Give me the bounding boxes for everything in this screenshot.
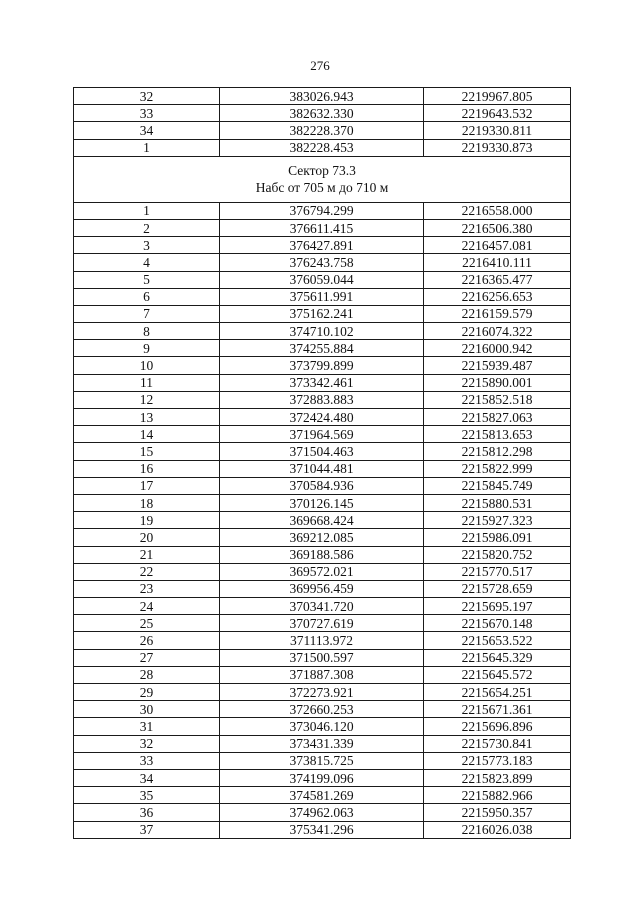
y-coordinate-cell: 2215696.896 — [424, 718, 571, 735]
y-coordinate-cell: 2215728.659 — [424, 580, 571, 597]
x-coordinate-cell: 374199.096 — [220, 769, 424, 786]
x-coordinate-cell: 369956.459 — [220, 580, 424, 597]
point-number-cell: 19 — [74, 512, 220, 529]
table-row — [74, 340, 571, 357]
table-row — [74, 632, 571, 649]
y-coordinate-cell: 2216074.322 — [424, 323, 571, 340]
y-coordinate-cell: 2215653.522 — [424, 632, 571, 649]
y-coordinate-cell: 2216457.081 — [424, 237, 571, 254]
table-row — [74, 105, 571, 122]
sector-header-section — [74, 156, 571, 202]
y-coordinate-cell: 2215645.329 — [424, 649, 571, 666]
x-coordinate-cell: 372273.921 — [220, 684, 424, 701]
x-coordinate-cell: 373342.461 — [220, 374, 424, 391]
point-number-cell: 34 — [74, 769, 220, 786]
table-row — [74, 494, 571, 511]
y-coordinate-cell: 2215827.063 — [424, 409, 571, 426]
y-coordinate-cell: 2215823.899 — [424, 769, 571, 786]
table-row — [74, 769, 571, 786]
y-coordinate-cell: 2215950.357 — [424, 804, 571, 821]
y-coordinate-cell: 2219330.873 — [424, 139, 571, 156]
point-number-cell: 8 — [74, 323, 220, 340]
point-number-cell: 11 — [74, 374, 220, 391]
x-coordinate-cell: 371113.972 — [220, 632, 424, 649]
coordinates-table — [73, 87, 571, 839]
point-number-cell: 28 — [74, 666, 220, 683]
point-number-cell: 14 — [74, 426, 220, 443]
table-row — [74, 374, 571, 391]
point-number-cell: 5 — [74, 271, 220, 288]
table-row — [74, 684, 571, 701]
table-row — [74, 122, 571, 139]
y-coordinate-cell: 2216506.380 — [424, 219, 571, 236]
y-coordinate-cell: 2215852.518 — [424, 391, 571, 408]
table-row — [74, 139, 571, 156]
y-coordinate-cell: 2215670.148 — [424, 615, 571, 632]
y-coordinate-cell: 2216558.000 — [424, 202, 571, 219]
table-row — [74, 219, 571, 236]
y-coordinate-cell: 2216410.111 — [424, 254, 571, 271]
table-row — [74, 752, 571, 769]
x-coordinate-cell: 370341.720 — [220, 598, 424, 615]
x-coordinate-cell: 369212.085 — [220, 529, 424, 546]
x-coordinate-cell: 375611.991 — [220, 288, 424, 305]
table-row — [74, 580, 571, 597]
point-number-cell: 26 — [74, 632, 220, 649]
y-coordinate-cell: 2215645.572 — [424, 666, 571, 683]
point-number-cell: 29 — [74, 684, 220, 701]
table-row — [74, 804, 571, 821]
y-coordinate-cell: 2219643.532 — [424, 105, 571, 122]
point-number-cell: 18 — [74, 494, 220, 511]
x-coordinate-cell: 375341.296 — [220, 821, 424, 838]
y-coordinate-cell: 2215730.841 — [424, 735, 571, 752]
table-row — [74, 443, 571, 460]
sector-rows-section — [74, 202, 571, 838]
table-row — [74, 477, 571, 494]
x-coordinate-cell: 371504.463 — [220, 443, 424, 460]
point-number-cell: 23 — [74, 580, 220, 597]
y-coordinate-cell: 2216365.477 — [424, 271, 571, 288]
y-coordinate-cell: 2215986.091 — [424, 529, 571, 546]
table-row — [74, 323, 571, 340]
table-row — [74, 254, 571, 271]
sector-subtitle: Набс от 705 м до 710 м — [255, 180, 389, 196]
y-coordinate-cell: 2215773.183 — [424, 752, 571, 769]
point-number-cell: 32 — [74, 88, 220, 105]
table-row — [74, 426, 571, 443]
sector-header-row — [74, 156, 571, 202]
y-coordinate-cell: 2216256.653 — [424, 288, 571, 305]
point-number-cell: 2 — [74, 219, 220, 236]
x-coordinate-cell: 372883.883 — [220, 391, 424, 408]
y-coordinate-cell: 2215822.999 — [424, 460, 571, 477]
x-coordinate-cell: 373815.725 — [220, 752, 424, 769]
x-coordinate-cell: 370584.936 — [220, 477, 424, 494]
y-coordinate-cell: 2215939.487 — [424, 357, 571, 374]
point-number-cell: 31 — [74, 718, 220, 735]
x-coordinate-cell: 370126.145 — [220, 494, 424, 511]
table-row — [74, 237, 571, 254]
point-number-cell: 24 — [74, 598, 220, 615]
table-row — [74, 88, 571, 105]
x-coordinate-cell: 376243.758 — [220, 254, 424, 271]
table-row — [74, 563, 571, 580]
y-coordinate-cell: 2216159.579 — [424, 305, 571, 322]
point-number-cell: 10 — [74, 357, 220, 374]
table-row — [74, 409, 571, 426]
y-coordinate-cell: 2215880.531 — [424, 494, 571, 511]
x-coordinate-cell: 371887.308 — [220, 666, 424, 683]
x-coordinate-cell: 376059.044 — [220, 271, 424, 288]
table-row — [74, 512, 571, 529]
point-number-cell: 21 — [74, 546, 220, 563]
x-coordinate-cell: 371500.597 — [220, 649, 424, 666]
page-number: 276 — [310, 58, 330, 73]
point-number-cell: 16 — [74, 460, 220, 477]
x-coordinate-cell: 375162.241 — [220, 305, 424, 322]
x-coordinate-cell: 369188.586 — [220, 546, 424, 563]
table-row — [74, 615, 571, 632]
x-coordinate-cell: 370727.619 — [220, 615, 424, 632]
x-coordinate-cell: 376794.299 — [220, 202, 424, 219]
table-row — [74, 666, 571, 683]
point-number-cell: 25 — [74, 615, 220, 632]
point-number-cell: 33 — [74, 105, 220, 122]
table-row — [74, 649, 571, 666]
x-coordinate-cell: 373046.120 — [220, 718, 424, 735]
point-number-cell: 17 — [74, 477, 220, 494]
x-coordinate-cell: 374710.102 — [220, 323, 424, 340]
point-number-cell: 32 — [74, 735, 220, 752]
point-number-cell: 35 — [74, 787, 220, 804]
point-number-cell: 13 — [74, 409, 220, 426]
y-coordinate-cell: 2219330.811 — [424, 122, 571, 139]
table-row — [74, 718, 571, 735]
y-coordinate-cell: 2215770.517 — [424, 563, 571, 580]
table-row — [74, 787, 571, 804]
y-coordinate-cell: 2215654.251 — [424, 684, 571, 701]
table-row — [74, 391, 571, 408]
y-coordinate-cell: 2215927.323 — [424, 512, 571, 529]
y-coordinate-cell: 2215882.966 — [424, 787, 571, 804]
point-number-cell: 27 — [74, 649, 220, 666]
point-number-cell: 1 — [74, 139, 220, 156]
x-coordinate-cell: 374255.884 — [220, 340, 424, 357]
x-coordinate-cell: 383026.943 — [220, 88, 424, 105]
point-number-cell: 20 — [74, 529, 220, 546]
point-number-cell: 3 — [74, 237, 220, 254]
point-number-cell: 33 — [74, 752, 220, 769]
table-row — [74, 357, 571, 374]
table-row — [74, 202, 571, 219]
point-number-cell: 36 — [74, 804, 220, 821]
x-coordinate-cell: 372660.253 — [220, 701, 424, 718]
sector-title-cell — [74, 156, 571, 202]
y-coordinate-cell: 2215671.361 — [424, 701, 571, 718]
table-row — [74, 305, 571, 322]
point-number-cell: 22 — [74, 563, 220, 580]
table-row — [74, 735, 571, 752]
x-coordinate-cell: 374962.063 — [220, 804, 424, 821]
y-coordinate-cell: 2216026.038 — [424, 821, 571, 838]
table-row — [74, 271, 571, 288]
x-coordinate-cell: 382632.330 — [220, 105, 424, 122]
y-coordinate-cell: 2215695.197 — [424, 598, 571, 615]
x-coordinate-cell: 373431.339 — [220, 735, 424, 752]
point-number-cell: 6 — [74, 288, 220, 305]
x-coordinate-cell: 382228.453 — [220, 139, 424, 156]
x-coordinate-cell: 376427.891 — [220, 237, 424, 254]
x-coordinate-cell: 372424.480 — [220, 409, 424, 426]
point-number-cell: 15 — [74, 443, 220, 460]
rows-before-section — [74, 88, 571, 157]
x-coordinate-cell: 371964.569 — [220, 426, 424, 443]
table-row — [74, 546, 571, 563]
x-coordinate-cell: 373799.899 — [220, 357, 424, 374]
y-coordinate-cell: 2219967.805 — [424, 88, 571, 105]
y-coordinate-cell: 2215845.749 — [424, 477, 571, 494]
table-row — [74, 701, 571, 718]
table-row — [74, 288, 571, 305]
point-number-cell: 9 — [74, 340, 220, 357]
sector-title: Сектор 73.3 — [288, 163, 356, 179]
table-row — [74, 460, 571, 477]
y-coordinate-cell: 2215813.653 — [424, 426, 571, 443]
x-coordinate-cell: 376611.415 — [220, 219, 424, 236]
x-coordinate-cell: 369668.424 — [220, 512, 424, 529]
y-coordinate-cell: 2215812.298 — [424, 443, 571, 460]
y-coordinate-cell: 2215890.001 — [424, 374, 571, 391]
point-number-cell: 4 — [74, 254, 220, 271]
point-number-cell: 34 — [74, 122, 220, 139]
table-row — [74, 821, 571, 838]
x-coordinate-cell: 374581.269 — [220, 787, 424, 804]
table-row — [74, 598, 571, 615]
table-row — [74, 529, 571, 546]
x-coordinate-cell: 371044.481 — [220, 460, 424, 477]
point-number-cell: 1 — [74, 202, 220, 219]
y-coordinate-cell: 2215820.752 — [424, 546, 571, 563]
y-coordinate-cell: 2216000.942 — [424, 340, 571, 357]
x-coordinate-cell: 382228.370 — [220, 122, 424, 139]
x-coordinate-cell: 369572.021 — [220, 563, 424, 580]
point-number-cell: 37 — [74, 821, 220, 838]
point-number-cell: 30 — [74, 701, 220, 718]
point-number-cell: 7 — [74, 305, 220, 322]
point-number-cell: 12 — [74, 391, 220, 408]
